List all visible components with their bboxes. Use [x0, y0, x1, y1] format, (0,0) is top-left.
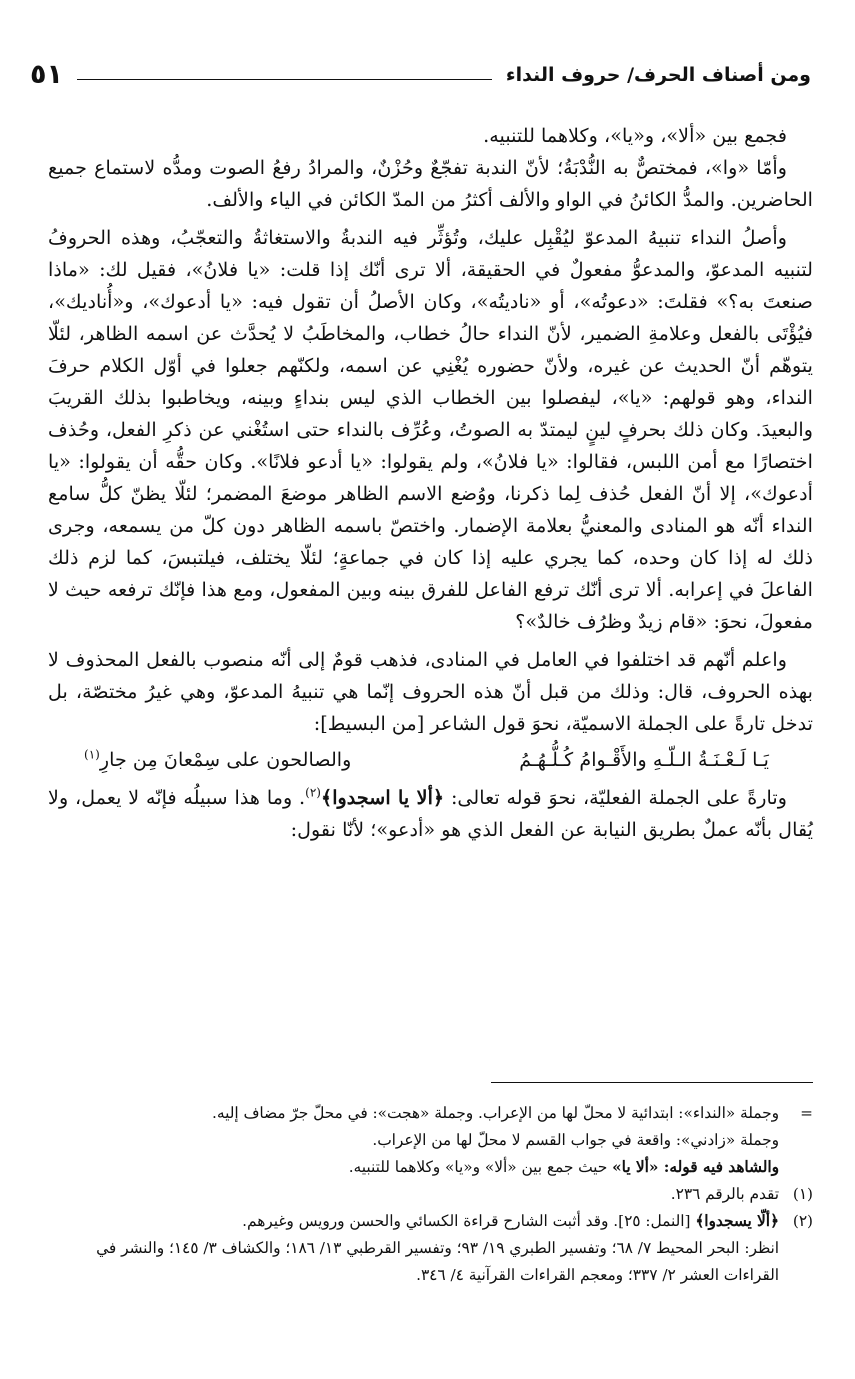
page-header	[30, 56, 811, 90]
paragraph-5	[48, 782, 813, 846]
verse-second-text: والصالحون على سِمْعانَ مِن جارِ	[99, 748, 352, 771]
footnote-2	[48, 1208, 813, 1235]
footnote-ref-2: (٢)	[305, 785, 321, 800]
verse-first-hemistich: يَـا لَـعْـنَـةُ الـلّـهِ والأَقْـوامُ كُـلُّـهُـمُ	[519, 748, 769, 771]
continued-line-2: وجملة «زادني»: واقعة في جواب القسم لا محلّ لها من الإعراب.	[372, 1131, 779, 1149]
paragraph-4: واعلم أنّهم قد اختلفوا في العامل في المنادى، فذهب قومٌ إلى أنّه منصوب بالفعل المحذوف لا بهذه الحروف، قال: وذلك من قبل أنّ هذه الحروف إنّما هي تنبيهُ المدعوّ، وهي غيرُ مختصّة، بل تدخل تارةً على الجملة الاسميّة، نحوَ قول الشاعر [من البسيط]:	[48, 648, 813, 735]
footnote-separator	[491, 1082, 813, 1083]
footnote-2-mark: (٢)	[792, 1212, 813, 1230]
running-title: ومن أصناف الحرف/ حروف النداء	[505, 64, 811, 86]
footnote-continued	[48, 1100, 813, 1127]
footnote-2-text	[48, 1208, 779, 1235]
shahid-text: حيث جمع بين «ألا» و«يا» وكلاهما للتنبيه.	[348, 1158, 613, 1176]
footnote-1-text: تقدم بالرقم ٢٣٦.	[670, 1185, 779, 1203]
footnote-2-sources: انظر: البحر المحيط ٧/ ٦٨؛ وتفسير الطبري ١٩/ ٩٣؛ وتفسير القرطبي ١٣/ ١٨٦؛ والكشاف ٣/ ١٤٥؛ والنشر في القراءات العشر ٢/ ٣٣٧؛ ومعجم القراءات القرآنية ٤/ ٣٤٦.	[96, 1239, 779, 1284]
header-rule	[77, 79, 492, 80]
footnotes	[48, 1100, 813, 1289]
continuation-mark: =	[800, 1104, 813, 1122]
footnote-2-quote: ﴿ألّا يسجدوا﴾	[695, 1212, 779, 1230]
paragraph-1: فجمع بين «ألا»، و«يا»، وكلاهما للتنبيه.	[483, 124, 787, 147]
footnote-ref-1: (١)	[84, 747, 100, 762]
quran-quote: ﴿ألا يا اسجدوا﴾	[320, 786, 445, 809]
paragraph-5-end: . وما هذا سبيلُه فإنّه لا يعمل، ولا يُقال بأنّه عملٌ بطريق النيابة عن الفعل الذي هو «أدعو»؛ لأنّا نقول:	[48, 786, 813, 841]
footnote-1-mark: (١)	[792, 1185, 813, 1203]
continued-line-1: وجملة «النداء»: ابتدائية لا محلّ لها من الإعراب. وجملة «هجت»: في محلّ جرّ مضاف إليه.	[212, 1104, 779, 1122]
main-text	[48, 120, 813, 846]
footnote-2-body: [النمل: ٢٥]. وقد أثبت الشارح قراءة الكسائي والحسن ورويس وغيرهم.	[242, 1212, 696, 1230]
paragraph-2: وأمّا «وا»، فمختصٌّ به النُّدْبَةُ؛ لأنّ الندبة تفجّعٌ وحُزْنٌ، والمرادُ رفعُ الصوت ومدُّه لاستماع جميع الحاضرين. والمدُّ الكائنُ في الواو والألف أكثرُ من المدّ الكائن في الياء والألف.	[48, 156, 813, 211]
continued-line-3	[48, 1154, 813, 1181]
footnote-1	[48, 1181, 813, 1208]
paragraph-5-start: وتارةً على الجملة الفعليّة، نحوَ قوله تعالى:	[444, 786, 787, 809]
paragraph-3: وأصلُ النداء تنبيهُ المدعوّ ليُقْبِل عليك، وتُؤثِّر فيه الندبةُ والاستغاثةُ والتعجّبُ، وهذه الحروفُ لتنبيه المدعوّ، والمدعوُّ مفعولٌ في الحقيقة، ألا ترى أنّك إذا قلت: «يا فلانُ»، فقيل لك: «ماذا صنعتَ به؟» فقلتَ: «دعوتُه»، أو «ناديتُه»، وكان الأصلُ أن تقول فيه: «يا أدعوك»، و«أُناديك»، فيُؤْتَى بالفعل وعلامةِ الضمير، لأنّ النداء حالُ خطاب، والمخاطَبُ لا يُحدَّث عن اسمه الظاهر، لئلّا يتوهّم أنّ الحديث عن غيره، ولأنّ حضوره يُغْنِي عن اسمه، ولكنّهم جعلوا في أوّل الكلام حرفَ النداء، وهو قولهم: «يا»، ليفصلوا بين الخطاب الذي ليس بنداءٍ وبينه، ويخاطبوا بذلك القريبَ والبعيدَ. وكان ذلك بحرفٍ لينٍ ليمتدّ به الصوتُ، وعُرِّف بالنداء حتى استُغْني عن ذكرِ الفعل، وحُذف اختصارًا مع أمن اللبس، فقالوا: «يا فلانُ»، ولم يقولوا: «يا أدعو فلانًا». وكان حقُّه أن يقولوا: «يا أدعوك»، إلا أنّ الفعل حُذف لِما ذكرنا، ووُضع الاسم الظاهر موضعَ المضمر؛ لئلّا يظنّ كلُّ سامع النداء أنّه هو المنادى والمعنيُّ بعلامة الإضمار. واختصّ باسمه الظاهر دون كلّ من يسمعه، وجرى ذلك له إذا كان وحده، كما يجري عليه إذا كان في جماعةٍ؛ لئلّا يختلف، فيلتبسَ، كما لزم ذلك الفاعلَ في إعرابه. ألا ترى أنّك ترفع الفاعل للفرق بينه وبين المفعول، ومع هذا فإنّك ترفعه حيث لا مفعولَ، نحوَ: «قام زيدٌ وظرُف خالدٌ»؟	[48, 226, 813, 633]
page-number: ٥١	[30, 59, 63, 90]
shahid-label: والشاهد فيه قوله: «ألا يا»	[612, 1158, 779, 1176]
verse-second-hemistich	[84, 744, 351, 776]
poetry-verse	[48, 744, 813, 776]
